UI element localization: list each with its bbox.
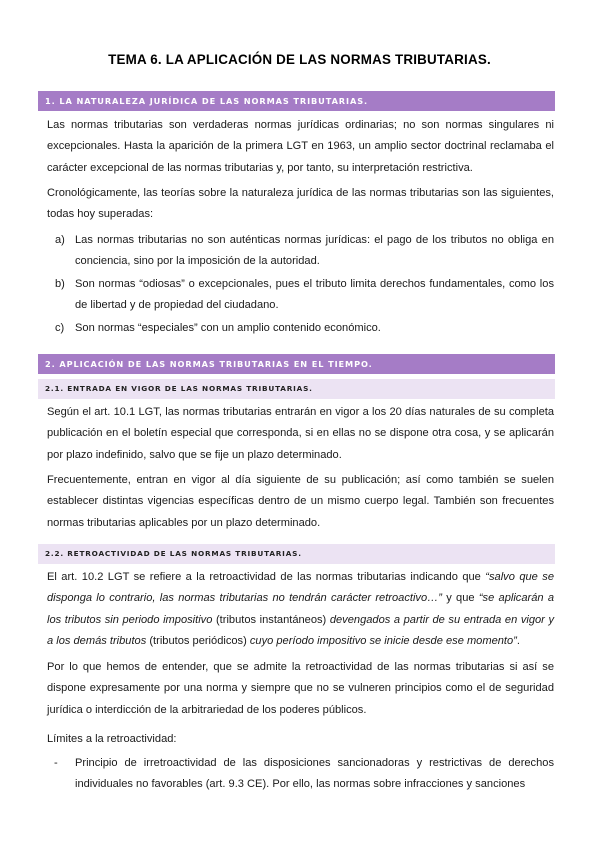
text-run: (tributos instantáneos) [212,613,330,626]
list-marker: a) [55,234,65,246]
list-marker: - [54,757,58,769]
subsection-heading-2-1: 2.1. ENTRADA EN VIGOR DE LAS NORMAS TRIBUTARIAS. [38,379,555,399]
list-item-text: Principio de irretroactividad de las disposiciones sancionadoras y restrictivas de derechos individuales no favorables (art. 9.3 CE). Por ello, las normas sobre infracciones y sanciones [75,757,554,791]
quote-run: “salvo que se disponga lo contrario, las normas tributarias no tendrán carácter retroactivo…” [47,571,555,605]
subsection-heading-2-2: 2.2. RETROACTIVIDAD DE LAS NORMAS TRIBUTARIAS. [38,544,555,564]
paragraph: Por lo que hemos de entender, que se admite la retroactividad de las normas tributarias si así se dispone expresamente por una norma y siempre que no se vulneren principios como el de seguridad jurídica o interdicción de la arbitrariedad de los poderes públicos. [47,661,554,716]
list-marker: b) [55,278,65,290]
section-heading-2: 2. APLICACIÓN DE LAS NORMAS TRIBUTARIAS EN EL TIEMPO. [38,354,555,374]
section-heading-1: 1. LA NATURALEZA JURÍDICA DE LAS NORMAS TRIBUTARIAS. [38,91,555,111]
quote-run: cuyo período impositivo se inicie desde ese momento” [249,634,517,647]
list-marker: c) [55,322,65,334]
paragraph: Frecuentemente, entran en vigor al día siguiente de su publicación; así como también se suelen establecer distintas vigencias específicas dentro de un mismo cuerpo legal. También son frecuentes normas tributarias aplicables por un plazo determinado. [47,474,554,529]
quote-run: devengados a partir de su entrada en vigor y a los demás tributos [47,613,555,647]
list-item-text: Las normas tributarias no son auténticas normas jurídicas: el pago de los tributos no obliga en conciencia, sino por la imposición de la autoridad. [75,234,554,268]
list-item [47,230,554,273]
list-item-text: Son normas “odiosas” o excepcionales, pues el tributo limita derechos fundamentales, como los de libertad y de propiedad del ciudadano. [75,278,554,312]
text-run: El art. 10.2 LGT se refiere a la retroactividad de las normas tributarias indicando que [47,571,486,583]
paragraph: Según el art. 10.1 LGT, las normas tributarias entrarán en vigor a los 20 días naturales de su completa publicación en el boletín especial que corresponda, si en ellas no se dispone otra cosa, y se aplicarán por plazo indefinido, salvo que se fije un plazo determinado. [47,406,554,461]
text-run: (tributos periódicos) [146,634,250,647]
page-title: TEMA 6. LA APLICACIÓN DE LAS NORMAS TRIBUTARIAS. [108,52,491,67]
paragraph-retroactividad [47,567,554,652]
text-run: . [516,634,520,647]
quote-run: “se aplicarán a los tributos sin periodo impositivo [47,592,555,626]
paragraph: Límites a la retroactividad: [47,733,177,745]
list-item-text: Son normas “especiales” con un amplio contenido económico. [75,322,381,334]
paragraph: Cronológicamente, las teorías sobre la naturaleza jurídica de las normas tributarias son las siguientes, todas hoy superadas: [47,187,554,221]
list-item [47,274,554,317]
paragraph: Las normas tributarias son verdaderas normas jurídicas ordinarias; no son normas singulares ni excepcionales. Hasta la aparición de la primera LGT en 1963, un amplio sector doctrinal reclamaba el carácter excepcional de las normas tributarias y, por tanto, su interpretación restrictiva. [47,119,554,174]
list-item [47,318,554,339]
text-run: y que [441,592,479,605]
dash-list-item [47,753,554,796]
